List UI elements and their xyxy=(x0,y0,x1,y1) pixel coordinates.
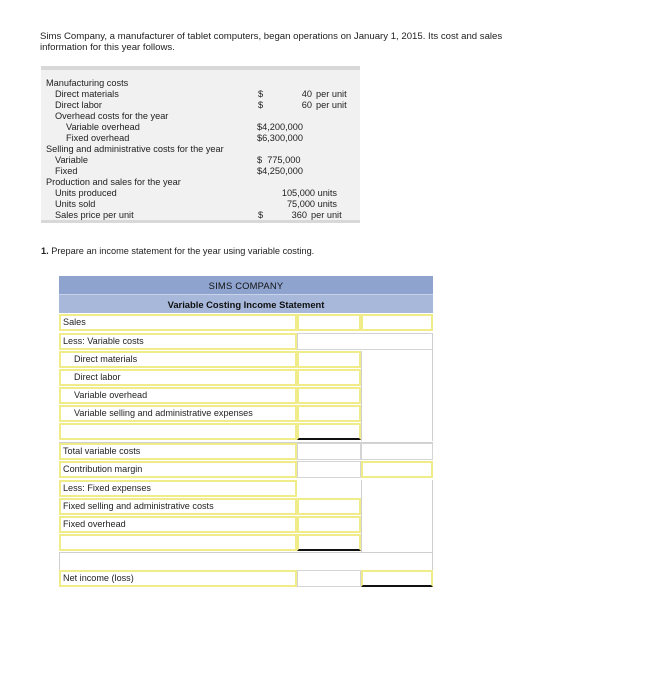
statement-title-header: Variable Costing Income Statement xyxy=(59,294,433,313)
statement-company-header: SIMS COMPANY xyxy=(59,276,433,294)
row-total-variable-label[interactable]: Total variable costs xyxy=(59,443,297,460)
direct-labor-dollar: $ xyxy=(258,100,264,110)
units-produced-value: 105,000 units xyxy=(281,188,337,198)
fixed-overhead-value: $6,300,000 xyxy=(257,133,303,143)
production-sales-label: Production and sales for the year xyxy=(46,177,181,187)
manufacturing-costs-label: Manufacturing costs xyxy=(46,78,129,88)
question xyxy=(41,246,314,256)
left-border-bottom xyxy=(59,553,60,570)
direct-materials-label: Direct materials xyxy=(55,89,119,99)
direct-materials-value: 40 xyxy=(301,89,312,99)
contribution-margin-amount xyxy=(297,461,361,478)
column-divider-lower xyxy=(361,480,362,552)
fixed-overhead-input[interactable] xyxy=(297,516,361,533)
overhead-costs-label: Overhead costs for the year xyxy=(55,111,169,121)
selling-fixed-label: Fixed xyxy=(55,166,78,176)
right-border-bottom xyxy=(432,553,433,570)
question-text: Prepare an income statement for the year using variable costing. xyxy=(51,246,315,256)
sales-price-value: 360 xyxy=(291,210,307,220)
selling-fixed-value: $4,250,000 xyxy=(257,166,303,176)
lower-divider xyxy=(59,552,433,553)
direct-materials-unit: per unit xyxy=(316,89,347,99)
fixed-selling-input[interactable] xyxy=(297,498,361,515)
direct-materials-input[interactable] xyxy=(297,351,361,368)
row-less-fixed-label[interactable]: Less: Fixed expenses xyxy=(59,480,297,497)
row-sales-label[interactable]: Sales xyxy=(59,314,297,331)
sales-total-input[interactable] xyxy=(361,314,433,331)
cost-info-table xyxy=(41,66,360,223)
direct-labor-label: Direct labor xyxy=(55,100,102,110)
sales-amount-input[interactable] xyxy=(297,314,361,331)
row-direct-labor-label[interactable]: Direct labor xyxy=(59,369,297,386)
blank-amount-input-2[interactable] xyxy=(297,534,361,551)
intro-text: Sims Company, a manufacturer of tablet computers, began operations on January 1, 2015. Its cost and sales information for this year follows. xyxy=(40,31,503,53)
right-border-lower xyxy=(432,480,433,552)
blank-amount-input-1[interactable] xyxy=(297,423,361,440)
variable-overhead-value: $4,200,000 xyxy=(257,122,303,132)
row-blank-label-2[interactable] xyxy=(59,534,297,551)
sales-price-dollar: $ xyxy=(258,210,264,220)
selling-variable-value: $ 775,000 xyxy=(257,155,301,165)
sales-price-unit: per unit xyxy=(311,210,342,220)
row-contribution-margin-label[interactable]: Contribution margin xyxy=(59,461,297,478)
direct-labor-unit: per unit xyxy=(316,100,347,110)
column-divider-upper xyxy=(361,351,362,441)
row-net-income-label[interactable]: Net income (loss) xyxy=(59,570,297,587)
variable-overhead-input[interactable] xyxy=(297,387,361,404)
row-variable-overhead-label[interactable]: Variable overhead xyxy=(59,387,297,404)
less-variable-spacer xyxy=(297,333,433,350)
units-sold-label: Units sold xyxy=(55,199,96,209)
selling-variable-label: Variable xyxy=(55,155,89,165)
row-less-variable-label[interactable]: Less: Variable costs xyxy=(59,333,297,350)
direct-labor-value: 60 xyxy=(301,100,312,110)
variable-overhead-label: Variable overhead xyxy=(66,122,140,132)
row-blank-label-1[interactable] xyxy=(59,423,297,440)
direct-labor-input[interactable] xyxy=(297,369,361,386)
row-variable-selling-label[interactable]: Variable selling and administrative expenses xyxy=(59,405,297,422)
row-fixed-selling-label[interactable]: Fixed selling and administrative costs xyxy=(59,498,297,515)
row-direct-materials-label[interactable]: Direct materials xyxy=(59,351,297,368)
question-number: 1. xyxy=(41,246,49,256)
variable-selling-input[interactable] xyxy=(297,405,361,422)
sales-price-label: Sales price per unit xyxy=(55,210,134,220)
units-sold-value: 75,000 units xyxy=(286,199,337,209)
total-variable-total xyxy=(361,443,433,460)
total-variable-amount xyxy=(297,443,361,460)
units-produced-label: Units produced xyxy=(55,188,117,198)
income-statement xyxy=(59,276,433,590)
net-income-amount xyxy=(297,570,361,587)
net-income-input[interactable] xyxy=(361,570,433,587)
contribution-margin-input[interactable] xyxy=(361,461,433,478)
right-border-upper xyxy=(432,333,433,441)
fixed-overhead-label: Fixed overhead xyxy=(66,133,130,143)
selling-admin-label: Selling and administrative costs for the year xyxy=(46,144,224,154)
row-fixed-overhead-label[interactable]: Fixed overhead xyxy=(59,516,297,533)
direct-materials-dollar: $ xyxy=(258,89,264,99)
